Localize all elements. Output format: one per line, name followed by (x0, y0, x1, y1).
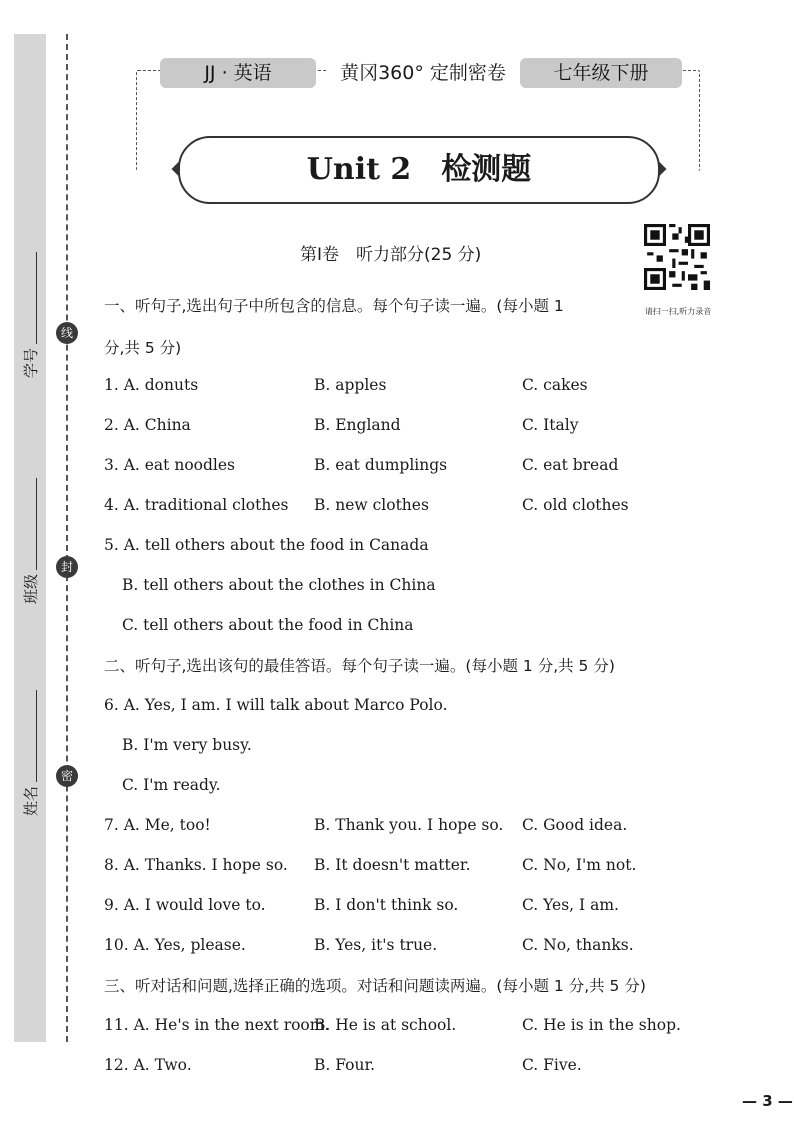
seal-mark-line: 线 (56, 322, 78, 344)
option-b[interactable]: B. It doesn't matter. (314, 856, 471, 874)
option-a[interactable]: 2. A. China (104, 416, 191, 434)
seal-mark-dense: 密 (56, 765, 78, 787)
student-number-label: 学号 (22, 347, 40, 378)
option-c[interactable]: C. tell others about the food in China (122, 616, 414, 634)
series-name: 黄冈360° 定制密卷 (326, 58, 520, 88)
page-title: Unit 2 检测题 (178, 136, 660, 204)
option-b[interactable]: B. England (314, 416, 401, 434)
option-c[interactable]: C. I'm ready. (122, 776, 221, 794)
option-a[interactable]: 10. A. Yes, please. (104, 936, 246, 954)
grade-pill: 七年级下册 (520, 58, 682, 88)
option-b[interactable]: B. Yes, it's true. (314, 936, 438, 954)
part1-instruction: 一、听句子,选出句子中所包含的信息。每个句子读一遍。(每小题 1 (104, 297, 564, 315)
option-b[interactable]: B. new clothes (314, 496, 429, 514)
part3-instruction: 三、听对话和问题,选择正确的选项。对话和问题读两遍。(每小题 1 分,共 5 分) (104, 977, 646, 995)
student-number-field[interactable] (20, 252, 41, 378)
section-heading: 第Ⅰ卷 听力部分(25 分) (300, 245, 482, 265)
seal-mark-seal: 封 (56, 556, 78, 578)
option-c[interactable]: C. No, thanks. (522, 936, 634, 954)
option-b[interactable]: B. tell others about the clothes in China (122, 576, 436, 594)
name-label: 姓名 (22, 785, 40, 816)
option-c[interactable]: C. eat bread (522, 456, 619, 474)
option-b[interactable]: B. eat dumplings (314, 456, 448, 474)
option-a[interactable]: 11. A. He's in the next room. (104, 1016, 330, 1034)
option-a[interactable]: 4. A. traditional clothes (104, 496, 289, 514)
class-field[interactable] (20, 478, 41, 604)
option-a[interactable]: 3. A. eat noodles (104, 456, 235, 474)
option-a[interactable]: 1. A. donuts (104, 376, 199, 394)
option-a[interactable]: 8. A. Thanks. I hope so. (104, 856, 288, 874)
part1-instruction-cont: 分,共 5 分) (104, 339, 182, 357)
student-number-blank[interactable] (24, 252, 37, 344)
cut-line (66, 34, 68, 1042)
option-b[interactable]: B. I don't think so. (314, 896, 459, 914)
option-c[interactable]: C. No, I'm not. (522, 856, 637, 874)
subject-pill: JJ · 英语 (160, 58, 316, 88)
option-c[interactable]: C. Five. (522, 1056, 582, 1074)
class-label: 班级 (22, 573, 40, 604)
option-c[interactable]: C. cakes (522, 376, 588, 394)
qr-caption: 请扫一扫,听力录音 (644, 307, 712, 316)
option-b[interactable]: B. apples (314, 376, 387, 394)
option-a[interactable]: 5. A. tell others about the food in Canada (104, 536, 429, 554)
option-b[interactable]: B. Thank you. I hope so. (314, 816, 504, 834)
option-c[interactable]: C. He is in the shop. (522, 1016, 681, 1034)
page-number: — 3 — (742, 1092, 793, 1110)
option-a[interactable]: 12. A. Two. (104, 1056, 192, 1074)
class-blank[interactable] (24, 478, 37, 570)
option-c[interactable]: C. old clothes (522, 496, 629, 514)
option-b[interactable]: B. He is at school. (314, 1016, 457, 1034)
option-c[interactable]: C. Italy (522, 416, 579, 434)
option-a[interactable]: 7. A. Me, too! (104, 816, 211, 834)
name-blank[interactable] (24, 690, 37, 782)
part2-instruction: 二、听句子,选出该句的最佳答语。每个句子读一遍。(每小题 1 分,共 5 分) (104, 657, 615, 675)
option-b[interactable]: B. I'm very busy. (122, 736, 252, 754)
option-c[interactable]: C. Yes, I am. (522, 896, 619, 914)
option-b[interactable]: B. Four. (314, 1056, 376, 1074)
option-a[interactable]: 6. A. Yes, I am. I will talk about Marco Polo. (104, 696, 448, 714)
option-c[interactable]: C. Good idea. (522, 816, 628, 834)
qr-code-icon[interactable] (644, 224, 710, 290)
option-a[interactable]: 9. A. I would love to. (104, 896, 266, 914)
name-field[interactable] (20, 690, 41, 816)
